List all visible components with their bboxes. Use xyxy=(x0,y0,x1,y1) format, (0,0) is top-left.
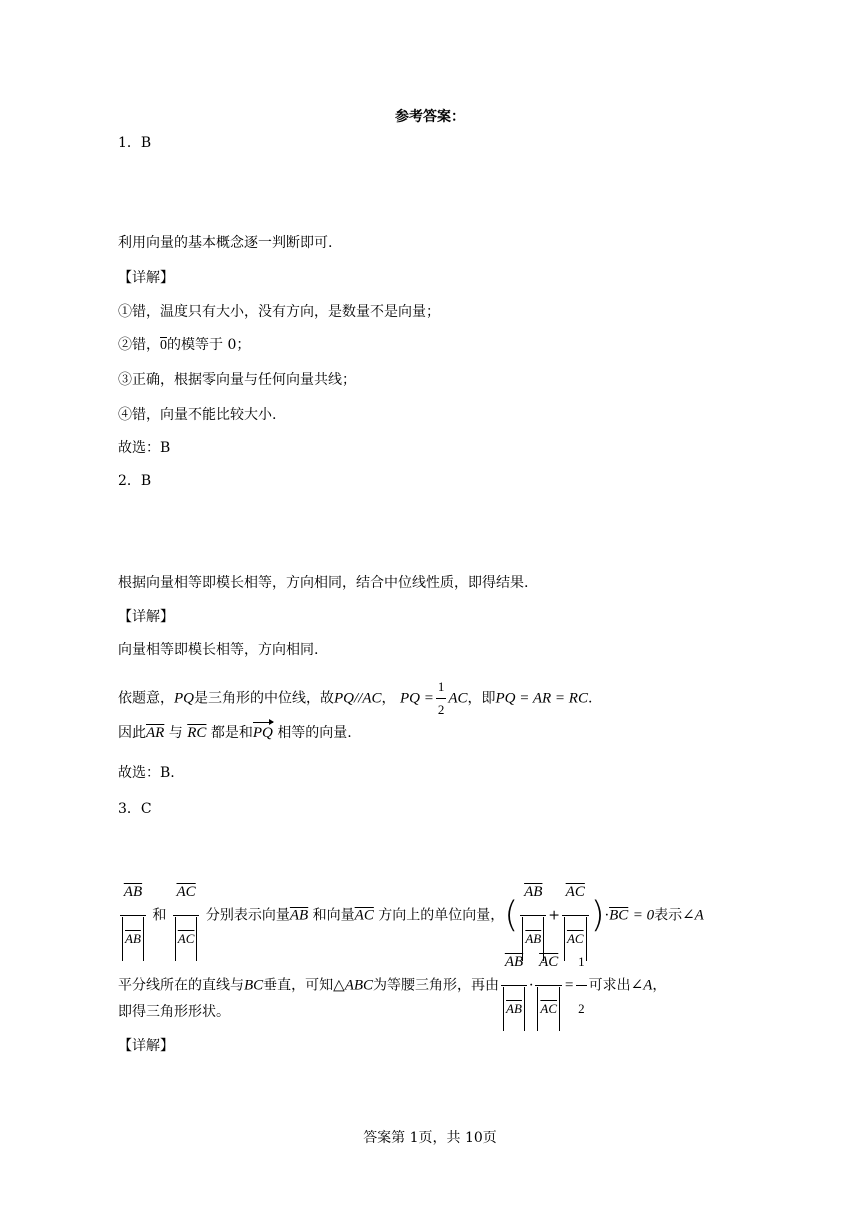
q3-detail-label: 【详解】 xyxy=(118,1038,174,1054)
q1-item-2-suffix: 的模等于 0； xyxy=(167,337,251,353)
q2-conclusion: 故选：B. xyxy=(118,765,175,781)
vector-ab: $\overline{AB}$ xyxy=(289,907,309,924)
q1-item-4: ④错，向量不能比较大小. xyxy=(118,407,277,423)
math-eq2: PQ = AR = RC xyxy=(495,690,588,707)
q2-text: 依题意， xyxy=(118,690,174,707)
math-parallel: PQ//AC xyxy=(334,690,382,707)
vector-ac: $\overline{AC}$ xyxy=(565,884,585,900)
angle-a: ∠A xyxy=(682,907,704,924)
q1-item-3: ③正确，根据零向量与任何向量共线； xyxy=(118,372,356,388)
q2-text: 与 xyxy=(168,725,183,741)
q1-detail-label: 【详解】 xyxy=(118,270,174,286)
math-eq: = xyxy=(564,977,575,994)
q2-text: . xyxy=(587,690,593,707)
vector-pq-arrow: PQ xyxy=(252,725,273,741)
q3-text: 分别表示向量 xyxy=(205,907,290,924)
q2-line-2 xyxy=(118,677,592,720)
plus-sign: + xyxy=(548,907,560,924)
vector-ac: $\overline{AC}$ xyxy=(354,907,374,924)
vector-ab: $\overline{AB}$ xyxy=(524,884,543,900)
q1-item-2-prefix: ②错， xyxy=(118,337,160,353)
q1-item-2 xyxy=(118,335,250,356)
q3-text: 平分线所在的直线与 xyxy=(118,977,244,994)
page-footer: 答案第 1页，共 10页 xyxy=(363,1130,497,1146)
triangle-abc: △ABC xyxy=(333,977,374,994)
vector-ac: $\overline{AC}$ xyxy=(539,954,559,970)
math-ac: AC xyxy=(448,690,468,707)
q2-text: 因此 xyxy=(118,725,146,741)
q1-item-1: ①错，温度只有大小，没有方向，是数量不是向量； xyxy=(118,304,440,320)
math-eq0: = 0 xyxy=(632,907,655,924)
unit-vector-ac xyxy=(535,940,562,1031)
q2-analysis: 根据向量相等即模长相等，方向相同，结合中位线性质，即得结果. xyxy=(118,575,529,591)
abs-ac: AC xyxy=(537,987,560,1031)
q1-conclusion: 故选：B xyxy=(118,440,171,456)
angle-a: ∠A xyxy=(630,977,653,994)
q2-text: 都是和 xyxy=(210,725,253,741)
vector-ar: $\overline{AR}$ xyxy=(146,725,165,741)
dot-sign: · xyxy=(528,977,534,994)
math-pq: PQ xyxy=(174,690,194,707)
q2-line-3 xyxy=(118,723,352,743)
q3-text: 表示 xyxy=(654,907,683,924)
q3-text: 垂直，可知 xyxy=(263,977,334,994)
math-eq: PQ = xyxy=(399,690,434,707)
q2-answer: 2．B xyxy=(118,473,152,489)
q1-answer: 1．B xyxy=(118,135,152,151)
abs-ac: AC xyxy=(564,917,587,961)
fraction-den: 2 xyxy=(576,985,587,1031)
vector-bc: $\overline{BC}$ xyxy=(609,907,629,924)
left-paren: ( xyxy=(504,894,519,936)
vector-ac: $\overline{AC}$ xyxy=(176,884,196,900)
q3-text: 和 xyxy=(152,907,167,924)
abs-ab: AB xyxy=(122,917,144,961)
unit-vector-ab xyxy=(501,940,527,1031)
page-title: 参考答案： xyxy=(395,109,465,125)
q3-text: ， xyxy=(652,977,667,994)
q2-text: ，即 xyxy=(467,690,496,707)
fraction-num: 1 xyxy=(578,954,585,969)
dot-sign: · xyxy=(604,907,610,924)
q3-text: 和向量 xyxy=(312,907,355,924)
q3-answer: 3．C xyxy=(118,801,152,817)
fraction-half xyxy=(436,677,447,720)
fraction-num: 1 xyxy=(437,679,445,694)
abs-ac: AC xyxy=(175,917,198,961)
q3-text: 方向上的单位向量， xyxy=(378,907,505,924)
zero-vector: 0 xyxy=(160,338,167,353)
q2-text: ， xyxy=(381,690,396,707)
vector-rc: $\overline{RC}$ xyxy=(187,725,207,741)
math-bc: BC xyxy=(244,977,264,994)
q1-analysis: 利用向量的基本概念逐一判断即可. xyxy=(118,235,333,251)
q3-text: 为等腰三角形，再由 xyxy=(373,977,500,994)
q2-line-1: 向量相等即模长相等，方向相同. xyxy=(118,642,319,658)
q3-text: 可求出 xyxy=(588,977,631,994)
vector-ab: $\overline{AB}$ xyxy=(504,954,524,970)
q2-text: 是三角形的中位线，故 xyxy=(194,690,334,707)
q2-detail-label: 【详解】 xyxy=(118,609,174,625)
q2-text: 相等的向量. xyxy=(277,725,352,741)
fraction-half xyxy=(576,940,587,1031)
q3-analysis-line-3: 即得三角形形状。 xyxy=(118,1004,230,1020)
abs-ab: AB xyxy=(503,987,525,1031)
abs-ab: AB xyxy=(522,917,544,961)
vector-ab: $\overline{AB}$ xyxy=(123,884,143,900)
right-paren: ) xyxy=(590,894,605,936)
fraction-den: 2 xyxy=(436,698,447,720)
